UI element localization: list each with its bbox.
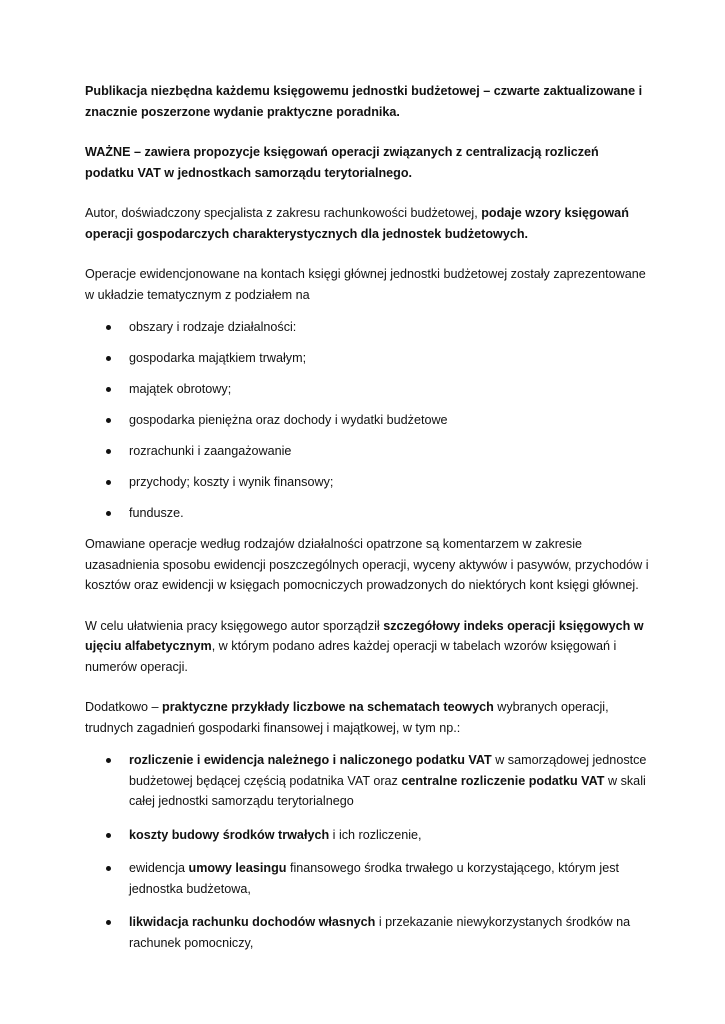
list-item: koszty budowy środków trwałych i ich rozliczenie,: [85, 825, 650, 846]
list-item: majątek obrotowy;: [85, 379, 650, 400]
bullet-icon: [106, 418, 111, 423]
author-bold-text: podaje wzory księgowań operacji gospodarczych charakterystycznych dla jednostek budżetowych.: [85, 206, 629, 241]
index-paragraph: W celu ułatwienia pracy księgowego autor sporządził szczegółowy indeks operacji księgowych w ujęciu alfabetycznym, w którym podano adres każdej operacji w tabelach wzorów księgowań i numerów operacji.: [85, 618, 644, 674]
operations-intro-paragraph: [85, 264, 650, 305]
bullet-icon: [106, 920, 111, 925]
operations-intro-text: Operacje ewidencjonowane na kontach księgi głównej jednostki budżetowej zostały zaprezentowane w układzie tematycznym z podziałem na: [85, 267, 646, 302]
author-paragraph: [85, 203, 650, 244]
additional-paragraph: Dodatkowo – praktyczne przykłady liczbowe na schematach teowych wybranych operacji, trudnych zagadnień gospodarki finansowej i majątkowej, w tym np.:: [85, 700, 609, 735]
discussion-paragraph: [85, 534, 650, 596]
bullet-icon: [106, 511, 111, 516]
bullet-icon: [106, 449, 111, 454]
bullet-icon: [106, 356, 111, 361]
bullet-icon: [106, 480, 111, 485]
bullet-icon: [106, 325, 111, 330]
list-item: likwidacja rachunku dochodów własnych i przekazanie niewykorzystanych środków na rachunek pomocniczy,: [85, 912, 650, 953]
intro-paragraph: [85, 81, 650, 122]
important-paragraph: [85, 142, 650, 183]
additional-bold-text: praktyczne przykłady liczbowe na schematach teowych: [162, 700, 494, 714]
list-item: rozliczenie i ewidencja należnego i naliczonego podatku VAT w samorządowej jednostce budżetowej będącej częścią podatnika VAT oraz centralne rozliczenie podatku VAT w skali całej jednostki samorządu terytorialnego: [85, 750, 650, 812]
list-item: obszary i rodzaje działalności:: [85, 317, 650, 338]
intro-bold-text: Publikacja niezbędna każdemu księgowemu jednostki budżetowej – czwarte zaktualizowane i znacznie poszerzone wydanie praktyczne poradnika.: [85, 84, 643, 119]
list-item: przychody; koszty i wynik finansowy;: [85, 472, 650, 493]
important-bold-text: WAŻNE – zawiera propozycje księgowań operacji związanych z centralizacją rozliczeń podatku VAT w jednostkach samorządu terytorialnego.: [85, 145, 599, 180]
bullet-icon: [106, 758, 111, 763]
index-bold-text: szczegółowy indeks operacji księgowych w ujęciu alfabetycznym: [85, 618, 644, 653]
list-item: ewidencja umowy leasingu finansowego środka trwałego u korzystającego, którym jest jednostka budżetowa,: [85, 858, 650, 899]
discussion-text: Omawiane operacje według rodzajów działalności opatrzone są komentarzem w zakresie uzasadnienia sposobu ewidencji poszczególnych operacji, wyceny aktywów i pasywów, przychodów i kosztów oraz ewidencji w księgach pomocniczych prowadzonych do niektórych kont księgi głównej.: [85, 537, 649, 592]
examples-list: [85, 750, 650, 953]
author-text: Autor, doświadczony specjalista z zakresu rachunkowości budżetowej,: [85, 206, 482, 220]
bullet-icon: [106, 833, 111, 838]
document-page: [85, 81, 650, 966]
list-item: gospodarka pieniężna oraz dochody i wydatki budżetowe: [85, 410, 650, 431]
bullet-icon: [106, 387, 111, 392]
list-item: gospodarka majątkiem trwałym;: [85, 348, 650, 369]
list-item: rozrachunki i zaangażowanie: [85, 441, 650, 462]
bullet-icon: [106, 866, 111, 871]
topics-list: [85, 317, 650, 524]
list-item: fundusze.: [85, 503, 650, 524]
